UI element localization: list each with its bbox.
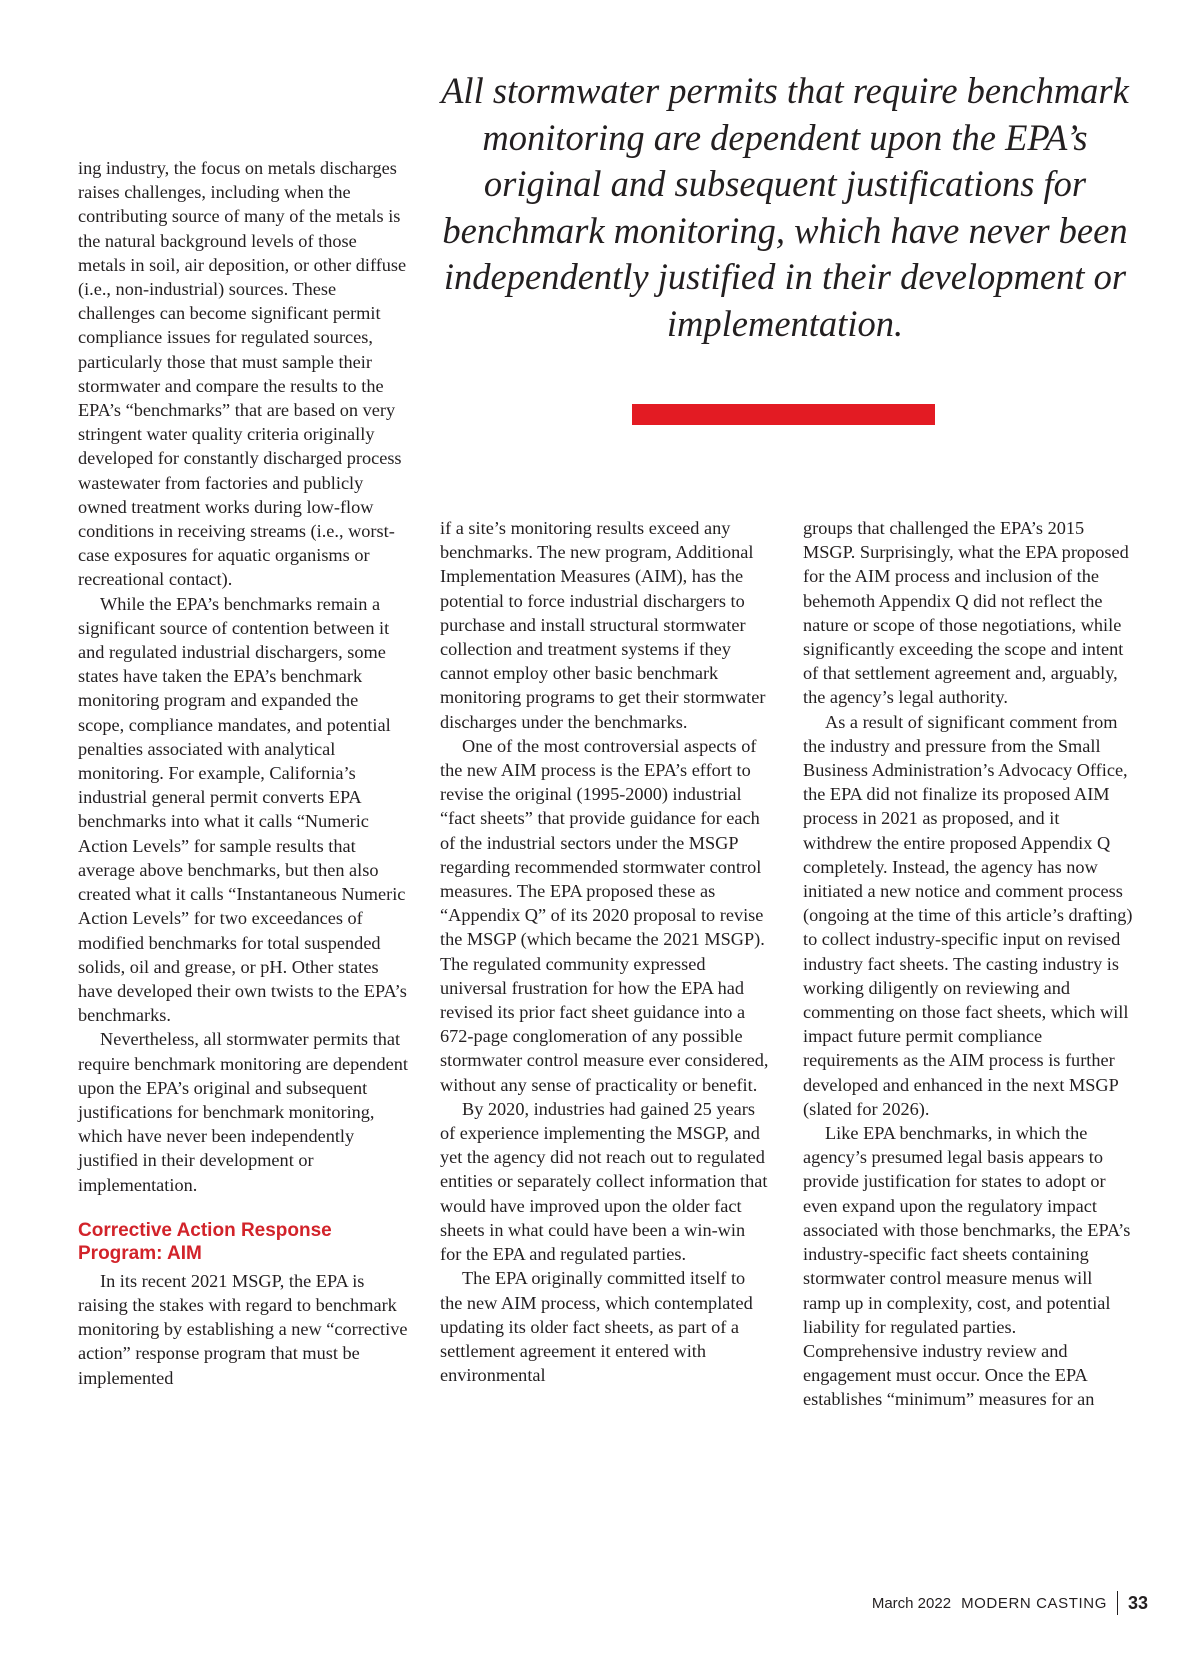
paragraph: The EPA originally committed itself to the new AIM process, which contemplated updating its older fact sheets, as part of a settlement agreement it entered with environmental [440, 1268, 753, 1386]
section-heading: Corrective Action Response Program: AIM [78, 1219, 332, 1264]
paragraph: Like EPA benchmarks, in which the agency’s presumed legal basis appears to provide justification for states to adopt or even expand upon the regulatory impact associated with those benchmarks, the EPA’s industry-specific fact sheets containing stormwater control measure menus will ramp up in complexity, cost, and potential liability for regulated parties. Comprehensive industry review and engagement must occur. Once the EPA establishes “minimum” measures for an [803, 1123, 1131, 1410]
page-footer [872, 1590, 1148, 1616]
pull-quote-accent-bar [632, 404, 935, 425]
paragraph: if a site’s monitoring results exceed any benchmarks. The new program, Additional Implementation Measures (AIM), has the potential to force industrial dischargers to purchase and install structural stormwater collection and treatment systems if they cannot employ other basic benchmark monitoring programs to get their stormwater discharges under the benchmarks. [440, 518, 766, 732]
paragraph: groups that challenged the EPA’s 2015 MSGP. Surprisingly, what the EPA proposed for the AIM process and inclusion of the behemoth Appendix Q did not reflect the nature or scope of those negotiations, while significantly exceeding the scope and intent of that settlement agreement and, arguably, the agency’s legal authority. [803, 518, 1129, 708]
article-column-1 [78, 156, 408, 1390]
article-column-3 [803, 516, 1133, 1412]
paragraph: In its recent 2021 MSGP, the EPA is raising the stakes with regard to benchmark monitoring by establishing a new “corrective action” response program that must be implemented [78, 1270, 408, 1388]
paragraph: Nevertheless, all stormwater permits that require benchmark monitoring are dependent upon the EPA’s original and subsequent justifications for benchmark monitoring, which have never been independently justified in their development or implementation. [78, 1029, 408, 1195]
footer-divider [1117, 1591, 1118, 1615]
paragraph: By 2020, industries had gained 25 years of experience implementing the MSGP, and yet the agency did not reach out to regulated entities or separately collect information that would have improved upon the older fact sheets in what could have been a win-win for the EPA and regulated parties. [440, 1098, 768, 1265]
pull-quote: All stormwater permits that require benchmark monitoring are dependent upon the EPA’s original and subsequent justifications for benchmark monitoring, which have never been independently justified in their development or implementation. [441, 70, 1129, 344]
issue-date: March 2022 [871, 1594, 952, 1612]
paragraph: One of the most controversial aspects of the new AIM process is the EPA’s effort to revise the original (1995-2000) industrial “fact sheets” that provide guidance for each of the industrial sectors under the MSGP regarding recommended stormwater control measures. The EPA proposed these as “Appendix Q” of its 2020 proposal to revise the MSGP (which became the 2021 MSGP). The regulated community expressed universal frustration for how the EPA had revised its prior fact sheet guidance into a 672-page conglomeration of any possible stormwater control measure ever considered, without any sense of practicality or benefit. [440, 735, 769, 1095]
paragraph: As a result of significant comment from the industry and pressure from the Small Business Administration’s Advocacy Office, the EPA did not finalize its proposed AIM process in 2021 as proposed, and it withdrew the entire proposed Appendix Q completely. Instead, the agency has now initiated a new notice and comment process (ongoing at the time of this article’s drafting) to collect industry-specific input on revised industry fact sheets. The casting industry is working diligently on reviewing and commenting on those fact sheets, which will impact future permit compliance requirements as the AIM process is further developed and enhanced in the next MSGP (slated for 2026). [803, 711, 1133, 1119]
page-number: 33 [1127, 1592, 1148, 1613]
paragraph: ing industry, the focus on metals discharges raises challenges, including when the contributing source of many of the metals is the natural background levels of those metals in soil, air deposition, or other diffuse (i.e., non-industrial) sources. These challenges can become significant permit compliance issues for regulated sources, particularly those that must sample their stormwater and compare the results to the EPA’s “benchmarks” that are based on very stringent water quality criteria originally developed for constantly discharged process wastewater from factories and publicly owned treatment works during low-flow conditions in receiving streams (i.e., worst-case exposures for aquatic organisms or recreational contact). [78, 158, 407, 590]
magazine-name: MODERN CASTING [961, 1594, 1107, 1612]
article-column-2 [440, 516, 770, 1387]
paragraph: While the EPA’s benchmarks remain a significant source of contention between it and regulated industrial dischargers, some states have taken the EPA’s benchmark monitoring program and expanded the scope, compliance mandates, and potential penalties associated with analytical monitoring. For example, California’s industrial general permit converts EPA benchmarks into what it calls “Numeric Action Levels” for sample results that average above benchmarks, but then also created what it calls “Instantaneous Numeric Action Levels” for two exceedances of modified benchmarks for total suspended solids, oil and grease, or pH. Other states have developed their own twists to the EPA’s benchmarks. [78, 593, 407, 1026]
